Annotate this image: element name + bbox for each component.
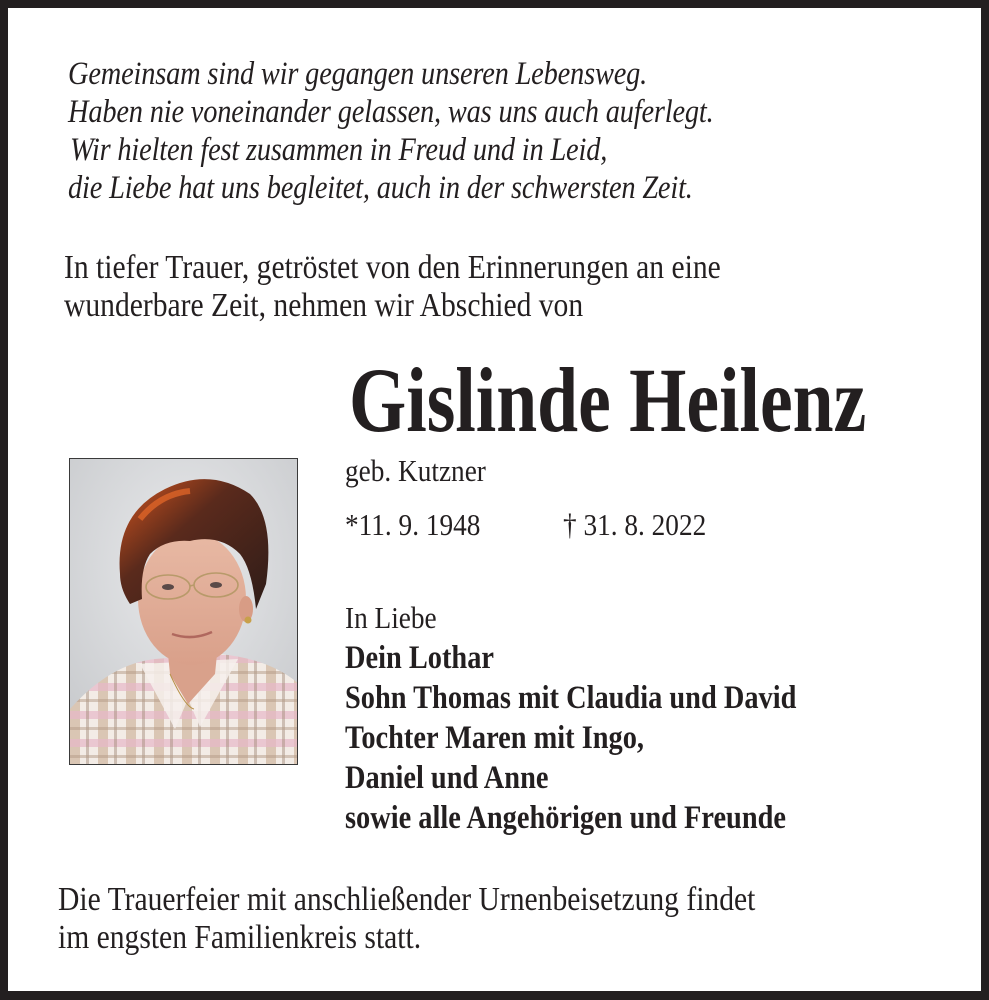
- closing-line-1: Die Trauerfeier mit anschließender Urnenbeisetzung findet: [58, 881, 756, 918]
- birth-date: *11. 9. 1948: [345, 507, 481, 542]
- poem-line-1: Gemeinsam sind wir gegangen unseren Lebensweg.: [68, 56, 648, 92]
- mourners-intro: In Liebe: [345, 600, 437, 635]
- poem-line-3: Wir hielten fest zusammen in Freud und in Leid,: [70, 132, 608, 168]
- closing-line-2: im engsten Familienkreis statt.: [58, 919, 422, 956]
- death-date: † 31. 8. 2022: [563, 507, 707, 542]
- mourner-line-3: Tochter Maren mit Ingo,: [345, 720, 645, 756]
- mourner-line-2: Sohn Thomas mit Claudia und David: [345, 680, 797, 716]
- poem-line-2: Haben nie voneinander gelassen, was uns auch auferlegt.: [68, 94, 714, 130]
- portrait-image: [70, 459, 298, 765]
- intro-line-1: In tiefer Trauer, getröstet von den Erinnerungen an eine: [64, 249, 721, 286]
- deceased-name: Gislinde Heilenz: [349, 349, 867, 451]
- mourner-line-1: Dein Lothar: [345, 640, 494, 676]
- intro-line-2: wunderbare Zeit, nehmen wir Abschied von: [64, 287, 584, 324]
- poem-line-4: die Liebe hat uns begleitet, auch in der schwersten Zeit.: [68, 170, 693, 206]
- maiden-name: geb. Kutzner: [345, 453, 486, 488]
- portrait-photo: [69, 458, 298, 765]
- mourner-line-4: Daniel und Anne: [345, 760, 549, 796]
- mourner-line-5: sowie alle Angehörigen und Freunde: [345, 800, 786, 836]
